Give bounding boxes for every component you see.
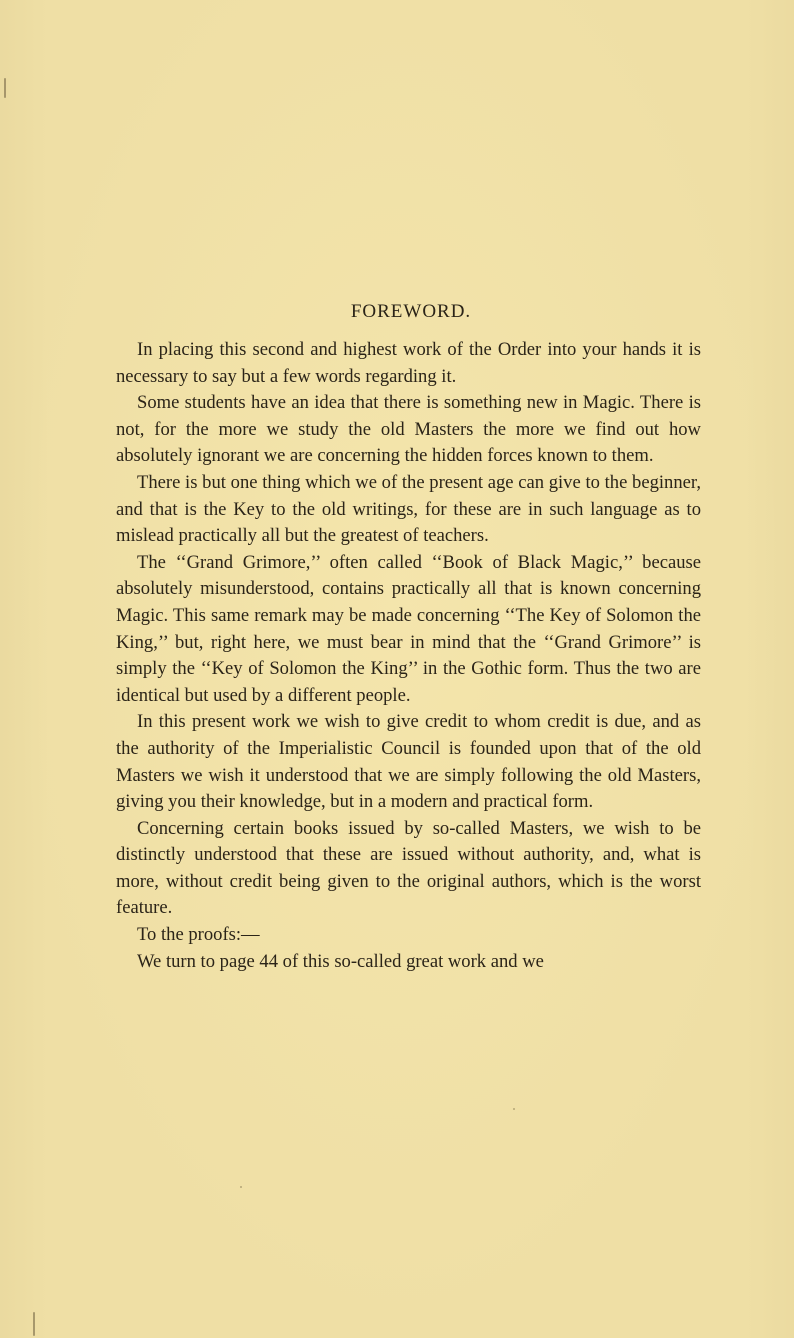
paragraph: We turn to page 44 of this so-called great work and we (137, 950, 544, 972)
paper-speck (513, 1108, 515, 1110)
paragraph: In placing this second and highest work of the Order into your hands it is necessary to say but a few words regarding it. (116, 339, 701, 387)
paper-speck (240, 1186, 242, 1188)
page-title: FOREWORD. (350, 301, 472, 322)
page-edge-mark (33, 1312, 35, 1336)
body-text (116, 337, 701, 975)
paragraph: In this present work we wish to give credit to whom credit is due, and as the authority of the Imperialistic Council is founded upon that of the old Masters we wish it understood that we are simply following the old Masters, giving you their knowledge, but in a modern and practical form. (116, 711, 701, 813)
paragraph: Concerning certain books issued by so-called Masters, we wish to be distinctly understood that these are issued without authority, and, what is more, without credit being given to the original authors, which is the worst feature. (116, 817, 701, 919)
paragraph: To the proofs:— (137, 924, 260, 946)
paragraph: The ‘‘Grand Grimore,’’ often called ‘‘Book of Black Magic,’’ because absolutely misunderstood, contains practically all that is known concerning Magic. This same remark may be made concerning ‘‘The Key of Solomon the King,’’ but, right here, we must bear in mind that the ‘‘Grand Grimore’’ is simply the ‘‘Key of Solomon the King’’ in the Gothic form. Thus the two are identical but used by a different people. (116, 551, 701, 706)
paragraph: There is but one thing which we of the present age can give to the beginner, and that is the Key to the old writings, for these are in such language as to mislead practically all but the greatest of teachers. (116, 471, 701, 547)
page-edge-mark (4, 78, 6, 98)
paragraph: Some students have an idea that there is something new in Magic. There is not, for the more we study the old Masters the more we find out how absolutely ignorant we are concerning the hidden forces known to them. (116, 392, 701, 467)
